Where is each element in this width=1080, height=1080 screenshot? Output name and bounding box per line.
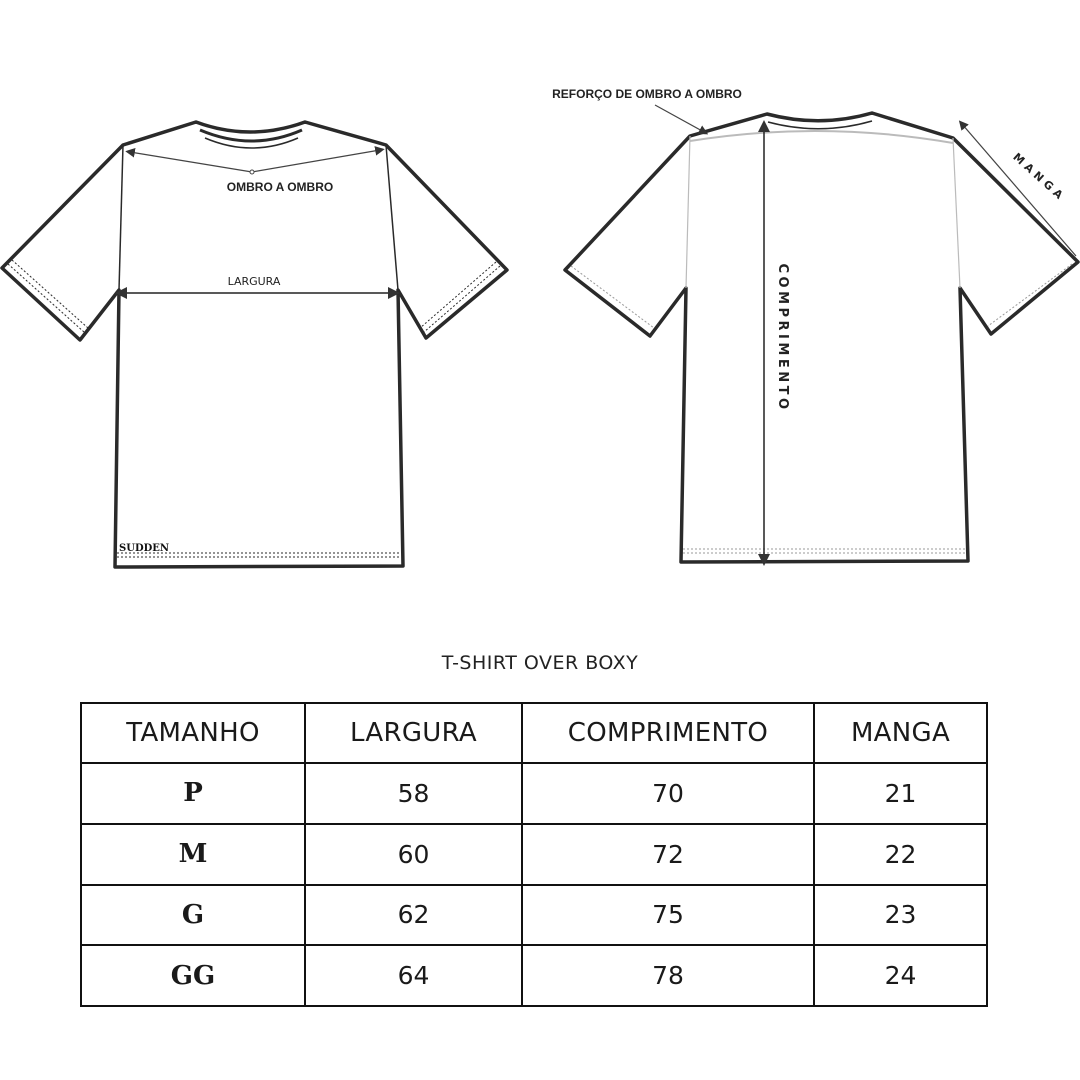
size-cell: G bbox=[81, 885, 305, 946]
back-shoulder-seam-right bbox=[953, 138, 960, 288]
back-reinforcement-seam bbox=[690, 131, 953, 143]
width-label: LARGURA bbox=[227, 275, 281, 288]
header-width: LARGURA bbox=[305, 703, 522, 763]
size-cell: M bbox=[81, 824, 305, 885]
back-left-sleeve-hem bbox=[571, 266, 654, 328]
back-tshirt-drawing bbox=[565, 105, 1078, 562]
front-shoulder-seam-left bbox=[119, 145, 123, 290]
sleeve-label: MANGA bbox=[1010, 150, 1069, 205]
sleeve-cell: 22 bbox=[814, 824, 987, 885]
length-label: COMPRIMENTO bbox=[775, 263, 790, 413]
front-right-sleeve-hem bbox=[420, 262, 500, 332]
length-cell: 72 bbox=[522, 824, 814, 885]
shoulder-measure-center-dot bbox=[250, 170, 254, 174]
header-length: COMPRIMENTO bbox=[522, 703, 814, 763]
width-cell: 60 bbox=[305, 824, 522, 885]
table-title: T-SHIRT OVER BOXY bbox=[441, 652, 639, 674]
front-shoulder-seam-right bbox=[386, 145, 398, 290]
width-cell: 58 bbox=[305, 763, 522, 824]
size-cell: GG bbox=[81, 945, 305, 1006]
sleeve-cell: 23 bbox=[814, 885, 987, 946]
size-cell: P bbox=[81, 763, 305, 824]
reinforcement-label: REFORÇO DE OMBRO A OMBRO bbox=[552, 87, 742, 101]
shoulder-label: OMBRO A OMBRO bbox=[226, 180, 334, 194]
back-bottom-hem bbox=[683, 549, 966, 553]
back-shoulder-seam-left bbox=[686, 136, 690, 288]
shoulder-measure-arrow bbox=[130, 152, 252, 172]
table-row bbox=[81, 885, 987, 946]
width-cell: 64 bbox=[305, 945, 522, 1006]
header-size: TAMANHO bbox=[81, 703, 305, 763]
header-sleeve: MANGA bbox=[814, 703, 987, 763]
width-cell: 62 bbox=[305, 885, 522, 946]
shoulder-measure-arrow-right bbox=[252, 150, 380, 172]
front-left-sleeve-hem bbox=[8, 260, 88, 332]
sleeve-cell: 21 bbox=[814, 763, 987, 824]
length-cell: 70 bbox=[522, 763, 814, 824]
reinforcement-pointer bbox=[655, 105, 704, 132]
back-right-sleeve-hem bbox=[988, 264, 1072, 326]
length-cell: 75 bbox=[522, 885, 814, 946]
length-cell: 78 bbox=[522, 945, 814, 1006]
sleeve-cell: 24 bbox=[814, 945, 987, 1006]
size-table-header-row bbox=[81, 703, 987, 763]
table-row bbox=[81, 945, 987, 1006]
size-table bbox=[80, 702, 988, 1007]
table-row bbox=[81, 824, 987, 885]
table-row bbox=[81, 763, 987, 824]
brand-label: SUDDEN bbox=[119, 543, 170, 554]
back-tshirt-outline bbox=[565, 113, 1078, 562]
